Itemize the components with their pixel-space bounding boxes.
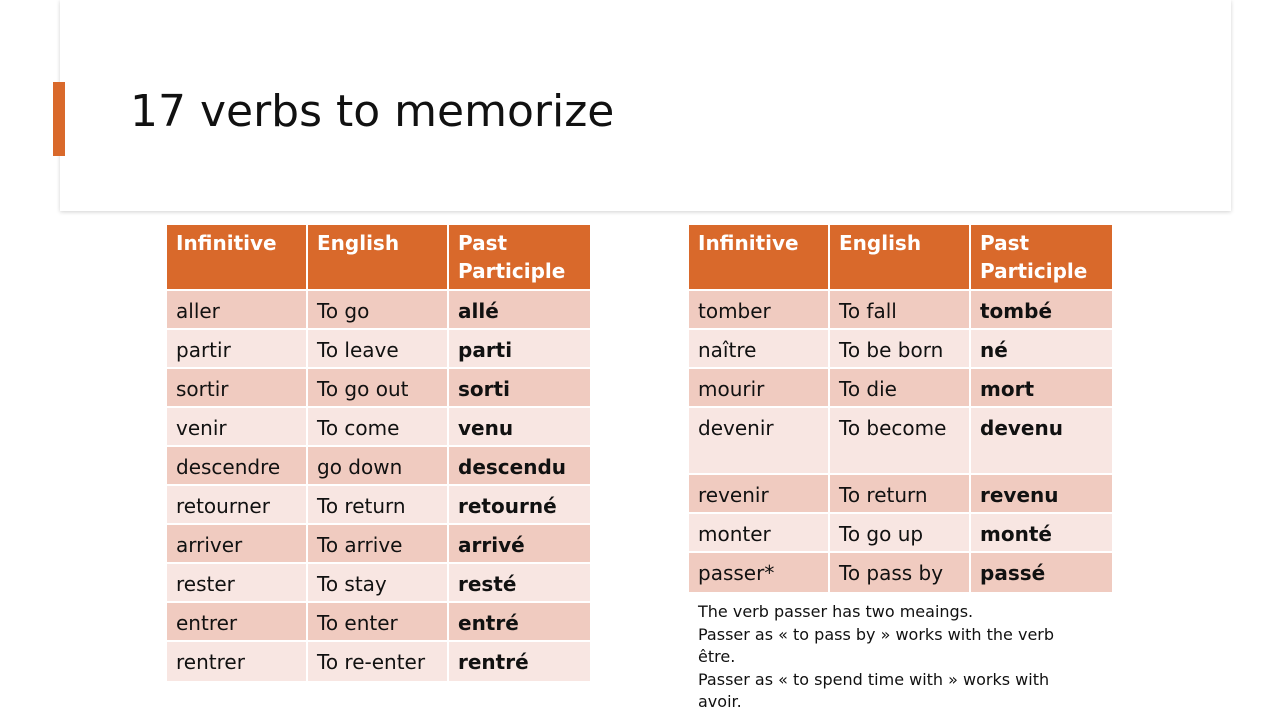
past-participle-cell: arrivé: [449, 525, 590, 564]
header-infinitive: Infinitive: [167, 225, 308, 291]
past-participle-cell: devenu: [971, 408, 1112, 475]
header-past-participle: Past Participle: [971, 225, 1112, 291]
note-line: Passer as « to pass by » works with the verb être.: [698, 624, 1055, 666]
english-cell: To go out: [308, 369, 449, 408]
past-participle-cell: sorti: [449, 369, 590, 408]
english-cell: To come: [308, 408, 449, 447]
infinitive-cell: rester: [167, 564, 308, 603]
infinitive-cell: passer*: [689, 553, 830, 592]
table-row: [689, 475, 1112, 514]
infinitive-cell: descendre: [167, 447, 308, 486]
english-cell: To leave: [308, 330, 449, 369]
english-cell: go down: [308, 447, 449, 486]
header-english: English: [830, 225, 971, 291]
infinitive-cell: rentrer: [167, 642, 308, 681]
english-cell: To pass by: [830, 553, 971, 592]
past-participle-cell: tombé: [971, 291, 1112, 330]
table-row: [167, 330, 590, 369]
english-cell: To stay: [308, 564, 449, 603]
verbs-table-left: [167, 225, 590, 681]
table-row: [689, 291, 1112, 330]
english-cell: To be born: [830, 330, 971, 369]
table-row: [167, 369, 590, 408]
title-accent-bar: [53, 82, 65, 156]
past-participle-cell: entré: [449, 603, 590, 642]
english-cell: To become: [830, 408, 971, 475]
infinitive-cell: venir: [167, 408, 308, 447]
infinitive-cell: monter: [689, 514, 830, 553]
past-participle-cell: retourné: [449, 486, 590, 525]
header-past-participle: Past Participle: [449, 225, 590, 291]
infinitive-cell: entrer: [167, 603, 308, 642]
table-row: [167, 603, 590, 642]
table-row: [689, 553, 1112, 592]
slide-title: 17 verbs to memorize: [130, 86, 615, 137]
table-row: [167, 291, 590, 330]
table-row: [689, 514, 1112, 553]
infinitive-cell: aller: [167, 291, 308, 330]
table-header-row: [689, 225, 1112, 291]
table-row: [167, 642, 590, 681]
note-line: The verb passer has two meaings.: [698, 602, 974, 621]
infinitive-cell: devenir: [689, 408, 830, 475]
infinitive-cell: partir: [167, 330, 308, 369]
note-line: Passer as « to spend time with » works with avoir.: [698, 669, 1050, 711]
table-row: [167, 447, 590, 486]
past-participle-cell: revenu: [971, 475, 1112, 514]
english-cell: To arrive: [308, 525, 449, 564]
infinitive-cell: tomber: [689, 291, 830, 330]
english-cell: To enter: [308, 603, 449, 642]
english-cell: To fall: [830, 291, 971, 330]
infinitive-cell: retourner: [167, 486, 308, 525]
table-row: [167, 408, 590, 447]
table-row: [689, 369, 1112, 408]
english-cell: To die: [830, 369, 971, 408]
table-row: [167, 564, 590, 603]
past-participle-cell: parti: [449, 330, 590, 369]
infinitive-cell: sortir: [167, 369, 308, 408]
infinitive-cell: mourir: [689, 369, 830, 408]
verbs-table-right: [689, 225, 1112, 592]
english-cell: To go up: [830, 514, 971, 553]
infinitive-cell: naître: [689, 330, 830, 369]
table-header-row: [167, 225, 590, 291]
english-cell: To return: [308, 486, 449, 525]
past-participle-cell: né: [971, 330, 1112, 369]
english-cell: To return: [830, 475, 971, 514]
past-participle-cell: allé: [449, 291, 590, 330]
infinitive-cell: revenir: [689, 475, 830, 514]
table-row: [689, 408, 1112, 475]
table-row: [167, 525, 590, 564]
past-participle-cell: monté: [971, 514, 1112, 553]
past-participle-cell: rentré: [449, 642, 590, 681]
past-participle-cell: descendu: [449, 447, 590, 486]
header-infinitive: Infinitive: [689, 225, 830, 291]
passer-note: [698, 601, 1078, 714]
infinitive-cell: arriver: [167, 525, 308, 564]
past-participle-cell: resté: [449, 564, 590, 603]
english-cell: To re-enter: [308, 642, 449, 681]
past-participle-cell: mort: [971, 369, 1112, 408]
table-row: [689, 330, 1112, 369]
past-participle-cell: venu: [449, 408, 590, 447]
header-english: English: [308, 225, 449, 291]
english-cell: To go: [308, 291, 449, 330]
past-participle-cell: passé: [971, 553, 1112, 592]
table-row: [167, 486, 590, 525]
